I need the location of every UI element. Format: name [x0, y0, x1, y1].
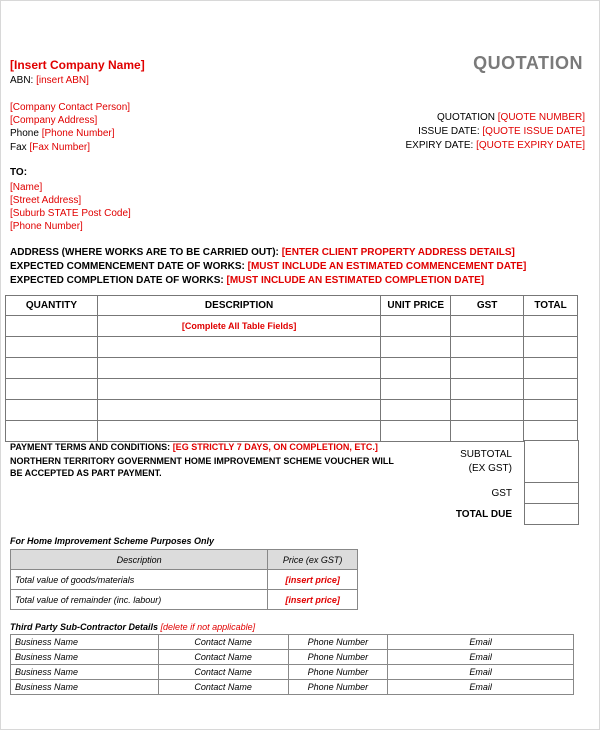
sub-contractor-table	[10, 634, 574, 695]
payment-terms-value: [EG STRICTLY 7 DAYS, ON COMPLETION, ETC.]	[172, 442, 378, 452]
issue-date-value: [QUOTE ISSUE DATE]	[482, 126, 585, 137]
to-suburb: [Suburb STATE Post Code]	[10, 208, 131, 219]
quote-number-value: [QUOTE NUMBER]	[497, 112, 585, 123]
cell[interactable]	[381, 358, 451, 379]
quote-number-label: QUOTATION	[437, 112, 495, 123]
completion-line	[10, 274, 484, 287]
cell[interactable]	[451, 337, 524, 358]
cell[interactable]	[451, 358, 524, 379]
company-address: [Company Address]	[10, 115, 98, 126]
cell[interactable]	[381, 421, 451, 442]
issue-date-label: ISSUE DATE:	[418, 126, 480, 137]
cell[interactable]	[97, 379, 380, 400]
works-address-line	[10, 246, 515, 259]
company-name: [Insert Company Name]	[10, 58, 145, 72]
table-row	[6, 379, 578, 400]
table-row	[6, 316, 578, 337]
cell[interactable]	[381, 337, 451, 358]
works-address-label: ADDRESS (WHERE WORKS ARE TO BE CARRIED OUT):	[10, 247, 279, 258]
completion-label: EXPECTED COMPLETION DATE OF WORKS:	[10, 275, 224, 286]
table-row	[6, 421, 578, 442]
phone-label: Phone	[10, 128, 39, 139]
cell[interactable]	[6, 358, 98, 379]
hi-col-description: Description	[11, 550, 268, 570]
table-row	[11, 635, 574, 650]
cell[interactable]	[381, 316, 451, 337]
phone-value: [Phone Number]	[41, 128, 115, 139]
cell[interactable]	[524, 421, 578, 442]
cell[interactable]	[381, 379, 451, 400]
abn-label: ABN:	[10, 75, 34, 86]
to-label: TO:	[10, 167, 28, 178]
cell[interactable]	[97, 400, 380, 421]
table-row	[11, 570, 358, 590]
fax-label: Fax	[10, 142, 27, 153]
contact-name[interactable]: Contact Name	[158, 650, 288, 665]
voucher-line-2: BE ACCEPTED AS PART PAYMENT.	[10, 468, 162, 478]
works-address-value: [ENTER CLIENT PROPERTY ADDRESS DETAILS]	[281, 247, 515, 258]
issue-date-line	[418, 125, 585, 138]
payment-terms-line	[10, 442, 378, 453]
gst-box[interactable]	[524, 482, 579, 504]
cell[interactable]	[97, 337, 380, 358]
cell[interactable]	[381, 400, 451, 421]
expiry-date-line	[405, 139, 585, 152]
gst-label: GST	[491, 488, 512, 499]
cell[interactable]	[6, 316, 98, 337]
expiry-date-value: [QUOTE EXPIRY DATE]	[476, 140, 585, 151]
email[interactable]: Email	[388, 680, 574, 695]
table-row	[11, 665, 574, 680]
to-street: [Street Address]	[10, 195, 82, 206]
complete-fields-note[interactable]: [Complete All Table Fields]	[97, 316, 380, 337]
cell[interactable]	[451, 421, 524, 442]
company-fax	[10, 141, 90, 154]
table-row	[11, 650, 574, 665]
cell[interactable]	[6, 379, 98, 400]
hi-scheme-header-row	[11, 550, 358, 570]
cell[interactable]	[524, 400, 578, 421]
contact-name[interactable]: Contact Name	[158, 635, 288, 650]
email[interactable]: Email	[388, 650, 574, 665]
phone-number[interactable]: Phone Number	[288, 650, 388, 665]
header-unit-price: UNIT PRICE	[381, 296, 451, 316]
contact-name[interactable]: Contact Name	[158, 665, 288, 680]
business-name[interactable]: Business Name	[11, 680, 159, 695]
hi-col-price: Price (ex GST)	[268, 550, 358, 570]
cell[interactable]	[451, 316, 524, 337]
cell[interactable]	[451, 379, 524, 400]
abn-line	[10, 74, 89, 87]
cell[interactable]	[6, 337, 98, 358]
phone-number[interactable]: Phone Number	[288, 680, 388, 695]
phone-number[interactable]: Phone Number	[288, 665, 388, 680]
to-phone: [Phone Number]	[10, 221, 83, 232]
quote-number-line	[437, 111, 585, 124]
table-row	[11, 590, 358, 610]
business-name[interactable]: Business Name	[11, 635, 159, 650]
hi-row-remainder-price[interactable]: [insert price]	[268, 590, 358, 610]
hi-scheme-heading: For Home Improvement Scheme Purposes Only	[10, 536, 215, 546]
table-row	[6, 358, 578, 379]
third-party-heading-line	[10, 622, 255, 633]
business-name[interactable]: Business Name	[11, 665, 159, 680]
cell[interactable]	[97, 358, 380, 379]
header-gst: GST	[451, 296, 524, 316]
cell[interactable]	[524, 316, 578, 337]
subtotal-box[interactable]	[524, 440, 579, 484]
to-name: [Name]	[10, 182, 43, 193]
phone-number[interactable]: Phone Number	[288, 635, 388, 650]
cell[interactable]	[451, 400, 524, 421]
commencement-label: EXPECTED COMMENCEMENT DATE OF WORKS:	[10, 261, 245, 272]
commencement-line	[10, 260, 526, 273]
table-row	[11, 680, 574, 695]
third-party-heading: Third Party Sub-Contractor Details	[10, 622, 159, 632]
cell[interactable]	[97, 421, 380, 442]
expiry-date-label: EXPIRY DATE:	[405, 140, 474, 151]
hi-row-goods-price[interactable]: [insert price]	[268, 570, 358, 590]
cell[interactable]	[6, 421, 98, 442]
hi-row-remainder-label: Total value of remainder (inc. labour)	[11, 590, 268, 610]
table-row	[6, 400, 578, 421]
header-total: TOTAL	[524, 296, 578, 316]
voucher-line-1: NORTHERN TERRITORY GOVERNMENT HOME IMPROVEMENT SCHEME VOUCHER WILL	[10, 456, 394, 466]
third-party-note: [delete if not applicable]	[160, 622, 256, 632]
email[interactable]: Email	[388, 635, 574, 650]
cell[interactable]	[524, 337, 578, 358]
commencement-value: [MUST INCLUDE AN ESTIMATED COMMENCEMENT DATE]	[247, 261, 527, 272]
cell[interactable]	[524, 358, 578, 379]
business-name[interactable]: Business Name	[11, 650, 159, 665]
items-header-row	[6, 296, 578, 316]
subtotal-label: SUBTOTAL	[460, 449, 512, 460]
document-title: QUOTATION	[473, 53, 583, 73]
abn-value: [insert ABN]	[36, 75, 89, 86]
hi-scheme-table	[10, 549, 358, 610]
header-quantity: QUANTITY	[6, 296, 98, 316]
hi-row-goods-label: Total value of goods/materials	[11, 570, 268, 590]
items-table	[5, 295, 578, 442]
payment-terms-label: PAYMENT TERMS AND CONDITIONS:	[10, 442, 171, 452]
total-due-label: TOTAL DUE	[455, 509, 512, 520]
cell[interactable]	[6, 400, 98, 421]
table-row	[6, 337, 578, 358]
completion-value: [MUST INCLUDE AN ESTIMATED COMPLETION DATE]	[226, 275, 485, 286]
total-due-box[interactable]	[524, 503, 579, 525]
cell[interactable]	[524, 379, 578, 400]
company-contact-person: [Company Contact Person]	[10, 102, 131, 113]
fax-value: [Fax Number]	[29, 142, 91, 153]
header-description: DESCRIPTION	[97, 296, 380, 316]
company-phone	[10, 127, 115, 140]
subtotal-ex-gst-label: (EX GST)	[468, 463, 512, 474]
email[interactable]: Email	[388, 665, 574, 680]
contact-name[interactable]: Contact Name	[158, 680, 288, 695]
